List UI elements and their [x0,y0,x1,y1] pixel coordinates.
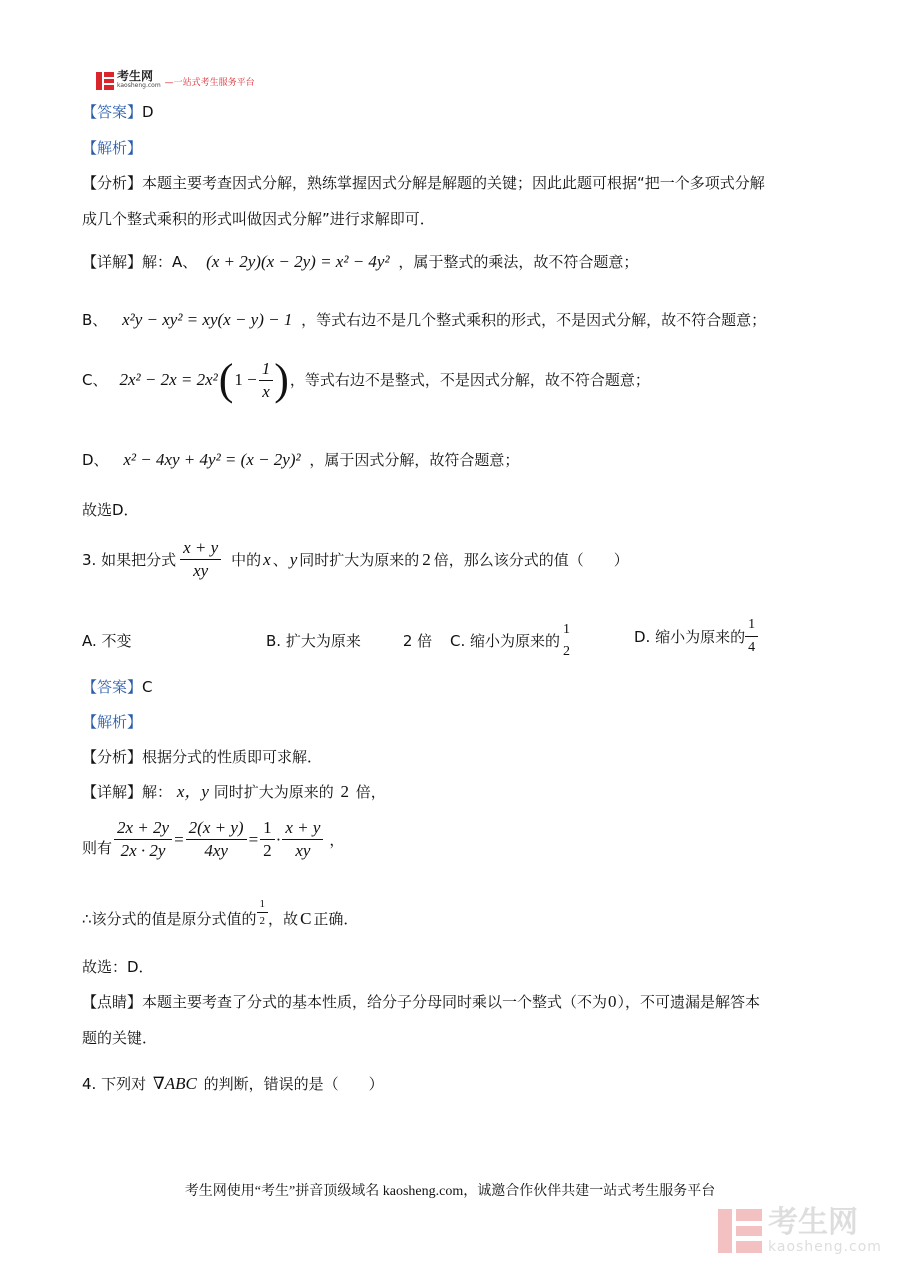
watermark-mark-icon [718,1209,762,1253]
q3-equation: 则有 $\frac{2x + 2y}{2x \cdot 2y}$ = $\frac{2(x + y)}{4xy}$ = $\frac{1}{2}$ · $\frac{x + y}{xy}$ ， [82,818,345,860]
q3-answer: 【答案】C [82,678,153,696]
logo-name: 考生网 [117,69,154,83]
q2-option-c-math: 2x² − 2x = 2x² [119,370,218,389]
q3-stem-fraction: $\frac{x + y}{xy}$ [180,538,221,581]
q2-option-c-fraction: $\frac{1}{x}$ [259,359,274,402]
q2-option-d-math: x² − 4xy + 4y² = (x − 2y)² [123,450,301,469]
q2-conclusion: 故选D． [82,501,139,519]
q3-eq-fraction-4: $\frac{x + y}{xy}$ [282,818,323,861]
watermark-domain: kaosheng.com [768,1239,882,1255]
q3-option-b: B. 扩大为原来 2 倍 [266,632,433,650]
logo-domain: kaosheng.com [117,82,161,89]
q3-therefore: ∴该分式的值是原分式值的 $\frac{1}{2}$ ，故 C 正确． [82,897,359,928]
q2-option-d: D、 x² − 4xy + 4y² = (x − 2y)² ，属于因式分解，故符合题意； [82,450,520,469]
q2-answer: 【答案】D [82,103,154,121]
q2-fenxi-line1: 【分析】本题主要考查因式分解，熟练掌握因式分解是解题的关键；因此此题可根据“把一个多项式分解 [82,174,765,192]
logo-mark-icon [96,72,114,90]
q3-option-c: C. 缩小为原来的 1 2 [450,620,573,662]
q3-therefore-fraction: $\frac{1}{2}$ [257,897,269,928]
q3-dianjing-line1: 【点睛】本题主要考查了分式的基本性质，给分子分母同时乘以一个整式（不为0），不可遗漏是解答本 [82,992,761,1011]
q4-stem: 4. 下列对 ∇ABC 的判断，错误的是（ ） [82,1074,384,1093]
footer-text: 考生网使用“考生”拼音顶级域名 kaosheng.com，诚邀合作伙伴共建一站式考生服务平台 [184,1184,716,1199]
q3-eq-fraction-1: $\frac{2x + 2y}{2x \cdot 2y}$ [114,818,172,861]
q3-option-d-fraction: $\frac{1}{4}$ [745,615,758,658]
q2-option-a: 【详解】解：A、 (x + 2y)(x − 2y) = x² − 4y² ，属于整式的乘法，故不符合题意； [82,252,639,271]
q2-option-b-math: x²y − xy² = xy(x − y) − 1 [122,310,293,329]
q2-option-b: B、 x²y − xy² = xy(x − y) − 1 ，等式右边不是几个整式乘积的形式，不是因式分解，故不符合题意； [82,310,767,329]
q3-dianjing-line2: 题的关键． [82,1029,158,1047]
q2-option-a-math: (x + 2y)(x − 2y) = x² − 4y² [206,252,390,271]
q3-xiangjie: 【详解】解： x，y 同时扩大为原来的 2 倍， [82,782,386,801]
q3-eq-fraction-3: $\frac{1}{2}$ [260,818,275,861]
q3-option-a: A. 不变 [82,632,132,650]
q2-analysis-label: 【解析】 [82,139,143,157]
q3-stem: 3. 如果把分式 $\frac{x + y}{xy}$ 中的 x 、 y 同时扩大为原来的 2 倍，那么该分式的值（ ） [82,538,629,580]
logo-tagline: —一站式考生服务平台 [164,77,255,88]
watermark-logo [718,1207,882,1255]
q3-fenxi: 【分析】根据分式的性质即可求解． [82,748,323,766]
q2-fenxi-line2: 成几个整式乘积的形式叫做因式分解”进行求解即可． [82,210,435,228]
q3-option-d: D. 缩小为原来的 $\frac{1}{4}$ [634,615,758,658]
q3-conclusion: 故选：D． [82,958,154,976]
q3-analysis-label: 【解析】 [82,713,143,731]
q3-eq-fraction-2: $\frac{2(x + y)}{4xy}$ [186,818,247,861]
site-logo [96,71,255,91]
q2-option-c: C、 2x² − 2x = 2x² ( 1 − $\frac{1}{x}$ ) ，等式右边不是整式，不是因式分解，故不符合题意； [82,355,650,404]
q3-option-c-fraction: 1 2 [563,622,571,659]
watermark-name: 考生网 [768,1205,858,1240]
